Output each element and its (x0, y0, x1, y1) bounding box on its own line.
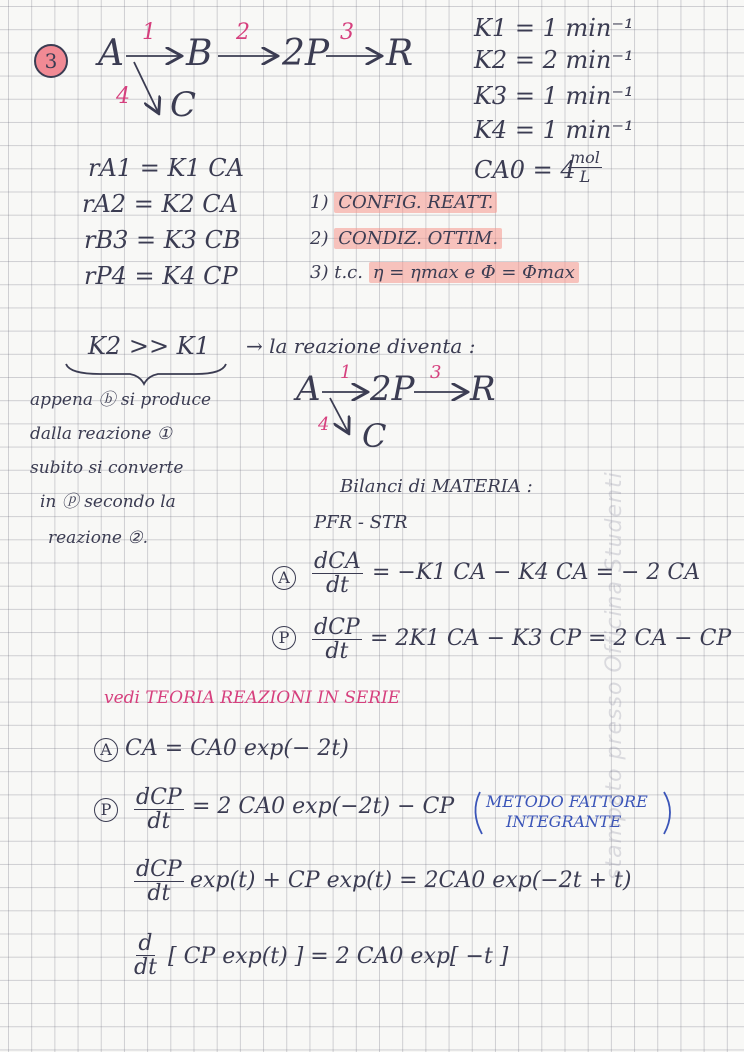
scheme2-label-4: 4 (318, 414, 330, 435)
eqA-rhs: = −K1 CA − K4 CA = − 2 CA (372, 560, 701, 585)
problem-number-badge: 3 (34, 44, 68, 78)
task-1: 1) CONFIG. REATT. (310, 194, 497, 212)
scheme2-C: C (362, 417, 387, 455)
task-3: 3) t.c. η = ηmax e Φ = Φmax (310, 264, 579, 282)
scheme1-A: A (98, 33, 124, 74)
note-line-5: reazione ②. (48, 528, 149, 548)
reactor-type: PFR - STR (314, 512, 408, 533)
balance-title: Bilanci di MATERIA : (340, 476, 533, 497)
solP-tag: P (94, 798, 118, 822)
note-line-2: dalla reazione ① (30, 424, 173, 444)
constant-k1: K1 = 1 min⁻¹ (474, 14, 634, 42)
step1-derivative: dCP dt (136, 857, 182, 907)
method-line-2: INTEGRANTE (506, 812, 622, 831)
scheme1-arrow-4 (134, 62, 158, 112)
scheme2-2P: 2P (370, 369, 415, 409)
eqP-tag: P (272, 626, 296, 650)
scheme1-label-1: 1 (142, 20, 156, 45)
arrow-text: → la reazione diventa : (246, 334, 476, 358)
step1-rhs: exp(t) + CP exp(t) = 2CA0 exp(−2t + t) (190, 868, 632, 893)
eqP-derivative: dCP dt (314, 615, 360, 665)
rate-rP4: rP4 = K4 CP (84, 262, 238, 290)
assumption-brace (66, 364, 226, 384)
scheme2-R: R (470, 369, 496, 409)
constant-ca0-unit: mol L (570, 148, 600, 186)
scheme1-label-2: 2 (236, 20, 250, 45)
scheme2-arrow-4 (330, 398, 348, 432)
scheme1-label-4: 4 (116, 84, 130, 109)
task-2: 2) CONDIZ. OTTIM. (310, 230, 502, 248)
assumption: K2 >> K1 (88, 332, 210, 360)
scheme1-label-3: 3 (340, 20, 354, 45)
scheme1-C: C (170, 85, 197, 125)
watermark: stampato presso Officina Studenti (602, 471, 627, 880)
method-paren-right (664, 792, 670, 834)
note-line-3: subito si converte (30, 458, 184, 478)
eqP-rhs: = 2K1 CA − K3 CP = 2 CA − CP (370, 626, 732, 651)
scheme1-2P: 2P (282, 33, 330, 74)
constant-ca0: CA0 = 4 (474, 156, 576, 184)
series-note: vedi TEORIA REAZIONI IN SERIE (104, 688, 401, 708)
method-line-1: METODO FATTORE (486, 792, 648, 811)
scheme2-label-3: 3 (430, 362, 442, 383)
rate-rA2: rA2 = K2 CA (82, 190, 238, 218)
method-paren-left (475, 792, 482, 834)
scheme1-R: R (386, 33, 414, 74)
step2-rhs: [ CP exp(t) ] = 2 CA0 exp[ −t ] (168, 944, 509, 969)
solA: A CA = CA0 exp(− 2t) (94, 738, 349, 762)
note-line-4: in ⓟ secondo la (40, 492, 176, 512)
eqA-tag: A (272, 566, 296, 590)
constant-k3: K3 = 1 min⁻¹ (474, 82, 634, 110)
solP-rhs: = 2 CA0 exp(−2t) − CP (192, 794, 455, 819)
constant-k2: K2 = 2 min⁻¹ (474, 46, 634, 74)
note-line-1: appena ⓑ si produce (30, 390, 212, 410)
scheme2-A: A (296, 369, 321, 409)
rate-rA1: rA1 = K1 CA (88, 154, 244, 182)
scheme2-label-1: 1 (340, 362, 352, 383)
constant-k4: K4 = 1 min⁻¹ (474, 116, 634, 144)
eqA-derivative: dCA dt (314, 549, 361, 599)
step2-derivative: $\frac{d}{dt}$ (134, 931, 157, 981)
solP-derivative: dCP dt (136, 785, 182, 835)
rate-rB3: rB3 = K3 CB (84, 226, 241, 254)
scheme1-B: B (186, 33, 213, 74)
